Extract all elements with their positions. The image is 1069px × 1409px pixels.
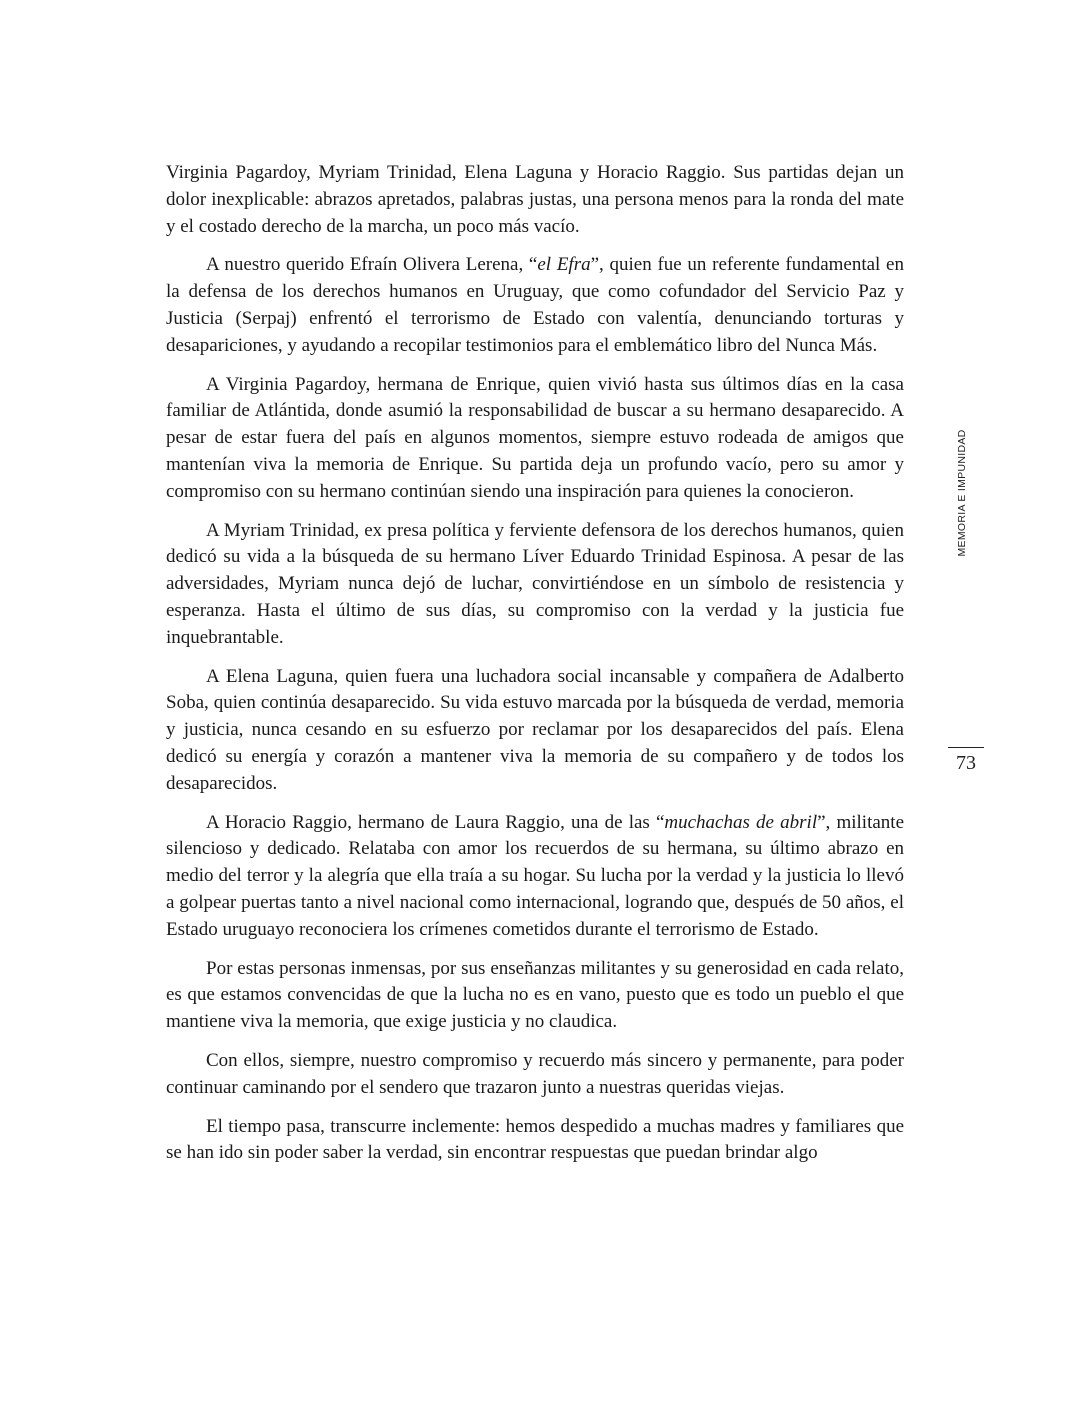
paragraph-6-italic: muchachas de abril xyxy=(664,811,818,833)
running-head xyxy=(952,420,972,565)
paragraph-3: A Virginia Pagardoy, hermana de Enrique, quien vivió hasta sus últimos días en la casa familiar de Atlántida, donde asumió la responsabilidad de buscar a su hermano desaparecido. A pesar de estar fuera del país en algunos momentos, siempre estuvo rodeada de amigos que mantenían viva la memoria de Enrique. Su partida deja un profundo vacío, pero su amor y compromiso con su hermano continúan siendo una inspiración para quienes la conocieron. xyxy=(166,373,904,502)
running-head-text: MEMORIA E IMPUNIDAD xyxy=(956,428,968,557)
paragraph-2-rest: ”, quien fue un referente fundamental en la defensa de los derechos humanos en Uruguay, que como cofundador del Servicio Paz y Justicia (Serpaj) enfrentó el terrorismo de Estado con valentía, denunciando torturas y desapariciones, y ayudando a recopilar testimonios para el emblemático libro del Nunca Más. xyxy=(166,254,904,356)
paragraph-9: El tiempo pasa, transcurre inclemente: hemos despedido a muchas madres y familiares que se han ido sin poder saber la verdad, sin encontrar respuestas que puedan brindar algo xyxy=(166,1115,904,1164)
paragraph-7: Por estas personas inmensas, por sus enseñanzas militantes y su generosidad en cada relato, es que estamos convencidas de que la lucha no es en vano, puesto que es todo un pueblo el que mantiene viva la memoria, que exige justicia y no claudica. xyxy=(166,957,904,1033)
paragraph-2-italic: el Efra xyxy=(537,254,591,276)
body-text xyxy=(166,160,904,1179)
paragraph-4: A Myriam Trinidad, ex presa política y ferviente defensora de los derechos humanos, quien dedicó su vida a la búsqueda de su hermano Líver Eduardo Trinidad Espinosa. A pesar de las adversidades, Myriam nunca dejó de luchar, convirtiéndose en un símbolo de resistencia y esperanza. Hasta el último de sus días, su compromiso con la verdad y la justicia fue inquebrantable. xyxy=(166,519,904,648)
paragraph-6-lead: A Horacio Raggio, hermano de Laura Raggio, una de las “ xyxy=(206,811,665,833)
paragraph-2 xyxy=(166,252,904,359)
paragraph-6 xyxy=(166,810,904,944)
page-number: 73 xyxy=(956,752,976,774)
paragraph-6-rest: ”, militante silencioso y dedicado. Relataba con amor los recuerdos de su hermana, su último abrazo en medio del terror y la alegría que ella traía a su hogar. Su lucha por la verdad y la justicia lo llevó a golpear puertas tanto a nivel nacional como internacional, logrando que, después de 50 años, el Estado uruguayo reconociera los crímenes cometidos durante el terrorismo de Estado. xyxy=(166,811,904,940)
paragraph-5: A Elena Laguna, quien fuera una luchadora social incansable y compañera de Adalberto Soba, quien continúa desaparecido. Su vida estuvo marcada por la búsqueda de verdad, memoria y justicia, nunca cesando en su esfuerzo por reclamar por los desaparecidos del país. Elena dedicó su energía y corazón a mantener viva la memoria de su compañero y de todos los desaparecidos. xyxy=(166,665,904,794)
page-number-rule xyxy=(948,747,984,748)
paragraph-2-lead: A nuestro querido Efraín Olivera Lerena, “ xyxy=(206,254,538,276)
paragraph-8: Con ellos, siempre, nuestro compromiso y recuerdo más sincero y permanente, para poder continuar caminando por el sendero que trazaron junto a nuestras queridas viejas. xyxy=(166,1049,904,1098)
paragraph-1: Virginia Pagardoy, Myriam Trinidad, Elena Laguna y Horacio Raggio. Sus partidas dejan un dolor inexplicable: abrazos apretados, palabras justas, una persona menos para la ronda del mate y el costado derecho de la marcha, un poco más vacío. xyxy=(166,162,904,237)
